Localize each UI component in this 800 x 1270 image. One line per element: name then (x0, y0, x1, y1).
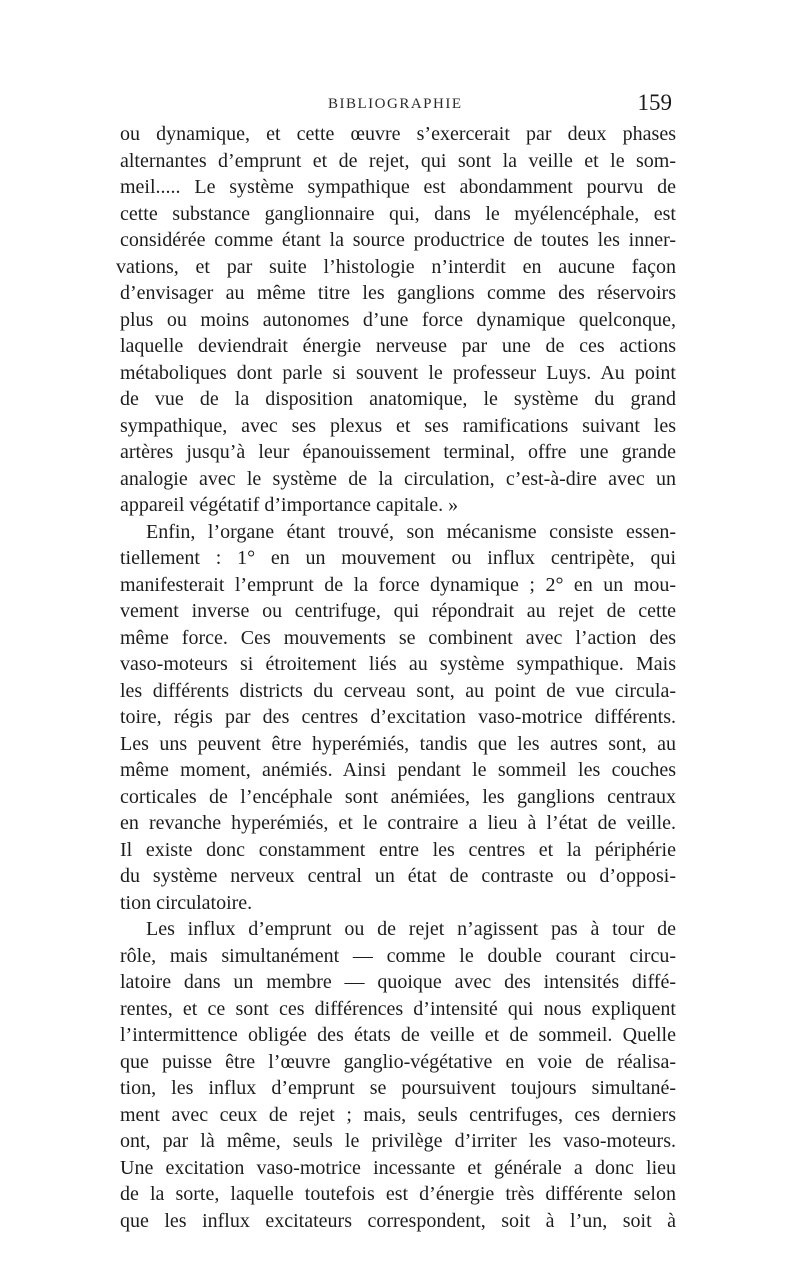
text-line: les différents districts du cerveau sont, au point de vue circula- (120, 679, 676, 702)
text-line: tiellement : 1° en un mouvement ou influx centripète, qui (120, 547, 676, 569)
text-line: artères jusqu’à leur épanouissement terminal, offre une grande (120, 441, 676, 463)
text-line: corticales de l’encéphale sont anémiées, les ganglions centraux (120, 785, 676, 808)
text-line: Enfin, l’organe étant trouvé, son mécanisme consiste essen- (146, 520, 676, 543)
text-line: Une excitation vaso-motrice incessante et générale a donc lieu (120, 1156, 676, 1179)
text-line: plus ou moins autonomes d’une force dynamique quelconque, (120, 308, 676, 331)
text-line: tion circulatoire. (120, 891, 253, 914)
text-line: l’intermittence obligée des états de veille et de sommeil. Quelle (120, 1024, 676, 1046)
text-line: alternantes d’emprunt et de rejet, qui sont la veille et le som- (120, 149, 676, 172)
running-head (120, 90, 672, 120)
text-line: latoire dans un membre — quoique avec des intensités diffé- (120, 971, 676, 993)
text-line: toire, régis par des centres d’excitation vaso-motrice différents. (120, 706, 676, 728)
text-line: même force. Ces mouvements se combinent avec l’action des (120, 626, 676, 649)
text-line: considérée comme étant la source productrice de toutes les inner- (120, 229, 676, 251)
text-line: rôle, mais simultanément — comme le double courant circu- (120, 944, 676, 967)
text-line: tion, les influx d’emprunt se poursuivent toujours simultané- (120, 1077, 676, 1099)
text-line: d’envisager au même titre les ganglions comme des réservoirs (120, 282, 676, 304)
text-line: Les uns peuvent être hyperémiés, tandis que les autres sont, au (120, 732, 676, 755)
text-line: meil..... Le système sympathique est abondamment pourvu de (120, 176, 676, 198)
text-line: analogie avec le système de la circulation, c’est-à-dire avec un (120, 467, 676, 490)
running-title: BIBLIOGRAPHIE (328, 96, 463, 112)
text-line: laquelle deviendrait énergie nerveuse par une de ces actions (120, 335, 676, 357)
text-line: vations, et par suite l’histologie n’interdit en aucune façon (116, 255, 676, 278)
text-line: ment avec ceux de rejet ; mais, seuls centrifuges, ces derniers (120, 1103, 676, 1126)
page-number: 159 (637, 90, 672, 115)
text-line: du système nerveux central un état de contraste ou d’opposi- (120, 865, 676, 887)
text-line: vaso-moteurs si étroitement liés au système sympathique. Mais (120, 653, 676, 675)
text-line: appareil végétatif d’importance capitale. » (120, 494, 459, 516)
text-line: ont, par là même, seuls le privilège d’irriter les vaso-moteurs. (120, 1130, 676, 1152)
text-line: de la sorte, laquelle toutefois est d’énergie très différente selon (120, 1183, 676, 1205)
text-line: Les influx d’emprunt ou de rejet n’agissent pas à tour de (146, 918, 676, 940)
text-line: sympathique, avec ses plexus et ses ramifications suivant les (120, 414, 676, 437)
text-line: même moment, anémiés. Ainsi pendant le sommeil les couches (120, 759, 676, 781)
text-line: ou dynamique, et cette œuvre s’exercerait par deux phases (120, 123, 676, 145)
text-line: vement inverse ou centrifuge, qui répondrait au rejet de cette (120, 600, 676, 622)
text-line: que puisse être l’œuvre ganglio-végétative en voie de réalisa- (120, 1050, 676, 1073)
text-line: métaboliques dont parle si souvent le professeur Luys. Au point (120, 361, 676, 384)
text-line: de vue de la disposition anatomique, le système du grand (120, 388, 676, 410)
text-line: en revanche hyperémiés, et le contraire a lieu à l’état de veille. (120, 812, 676, 834)
body-text (116, 121, 676, 1234)
text-line: que les influx excitateurs correspondent, soit à l’un, soit à (120, 1209, 676, 1232)
text-line: manifesterait l’emprunt de la force dynamique ; 2° en un mou- (120, 573, 676, 596)
text-line: rentes, et ce sont ces différences d’intensité qui nous expliquent (120, 997, 676, 1020)
text-line: Il existe donc constamment entre les centres et la périphérie (120, 838, 676, 861)
text-line: cette substance ganglionnaire qui, dans le myélencéphale, est (120, 202, 676, 225)
